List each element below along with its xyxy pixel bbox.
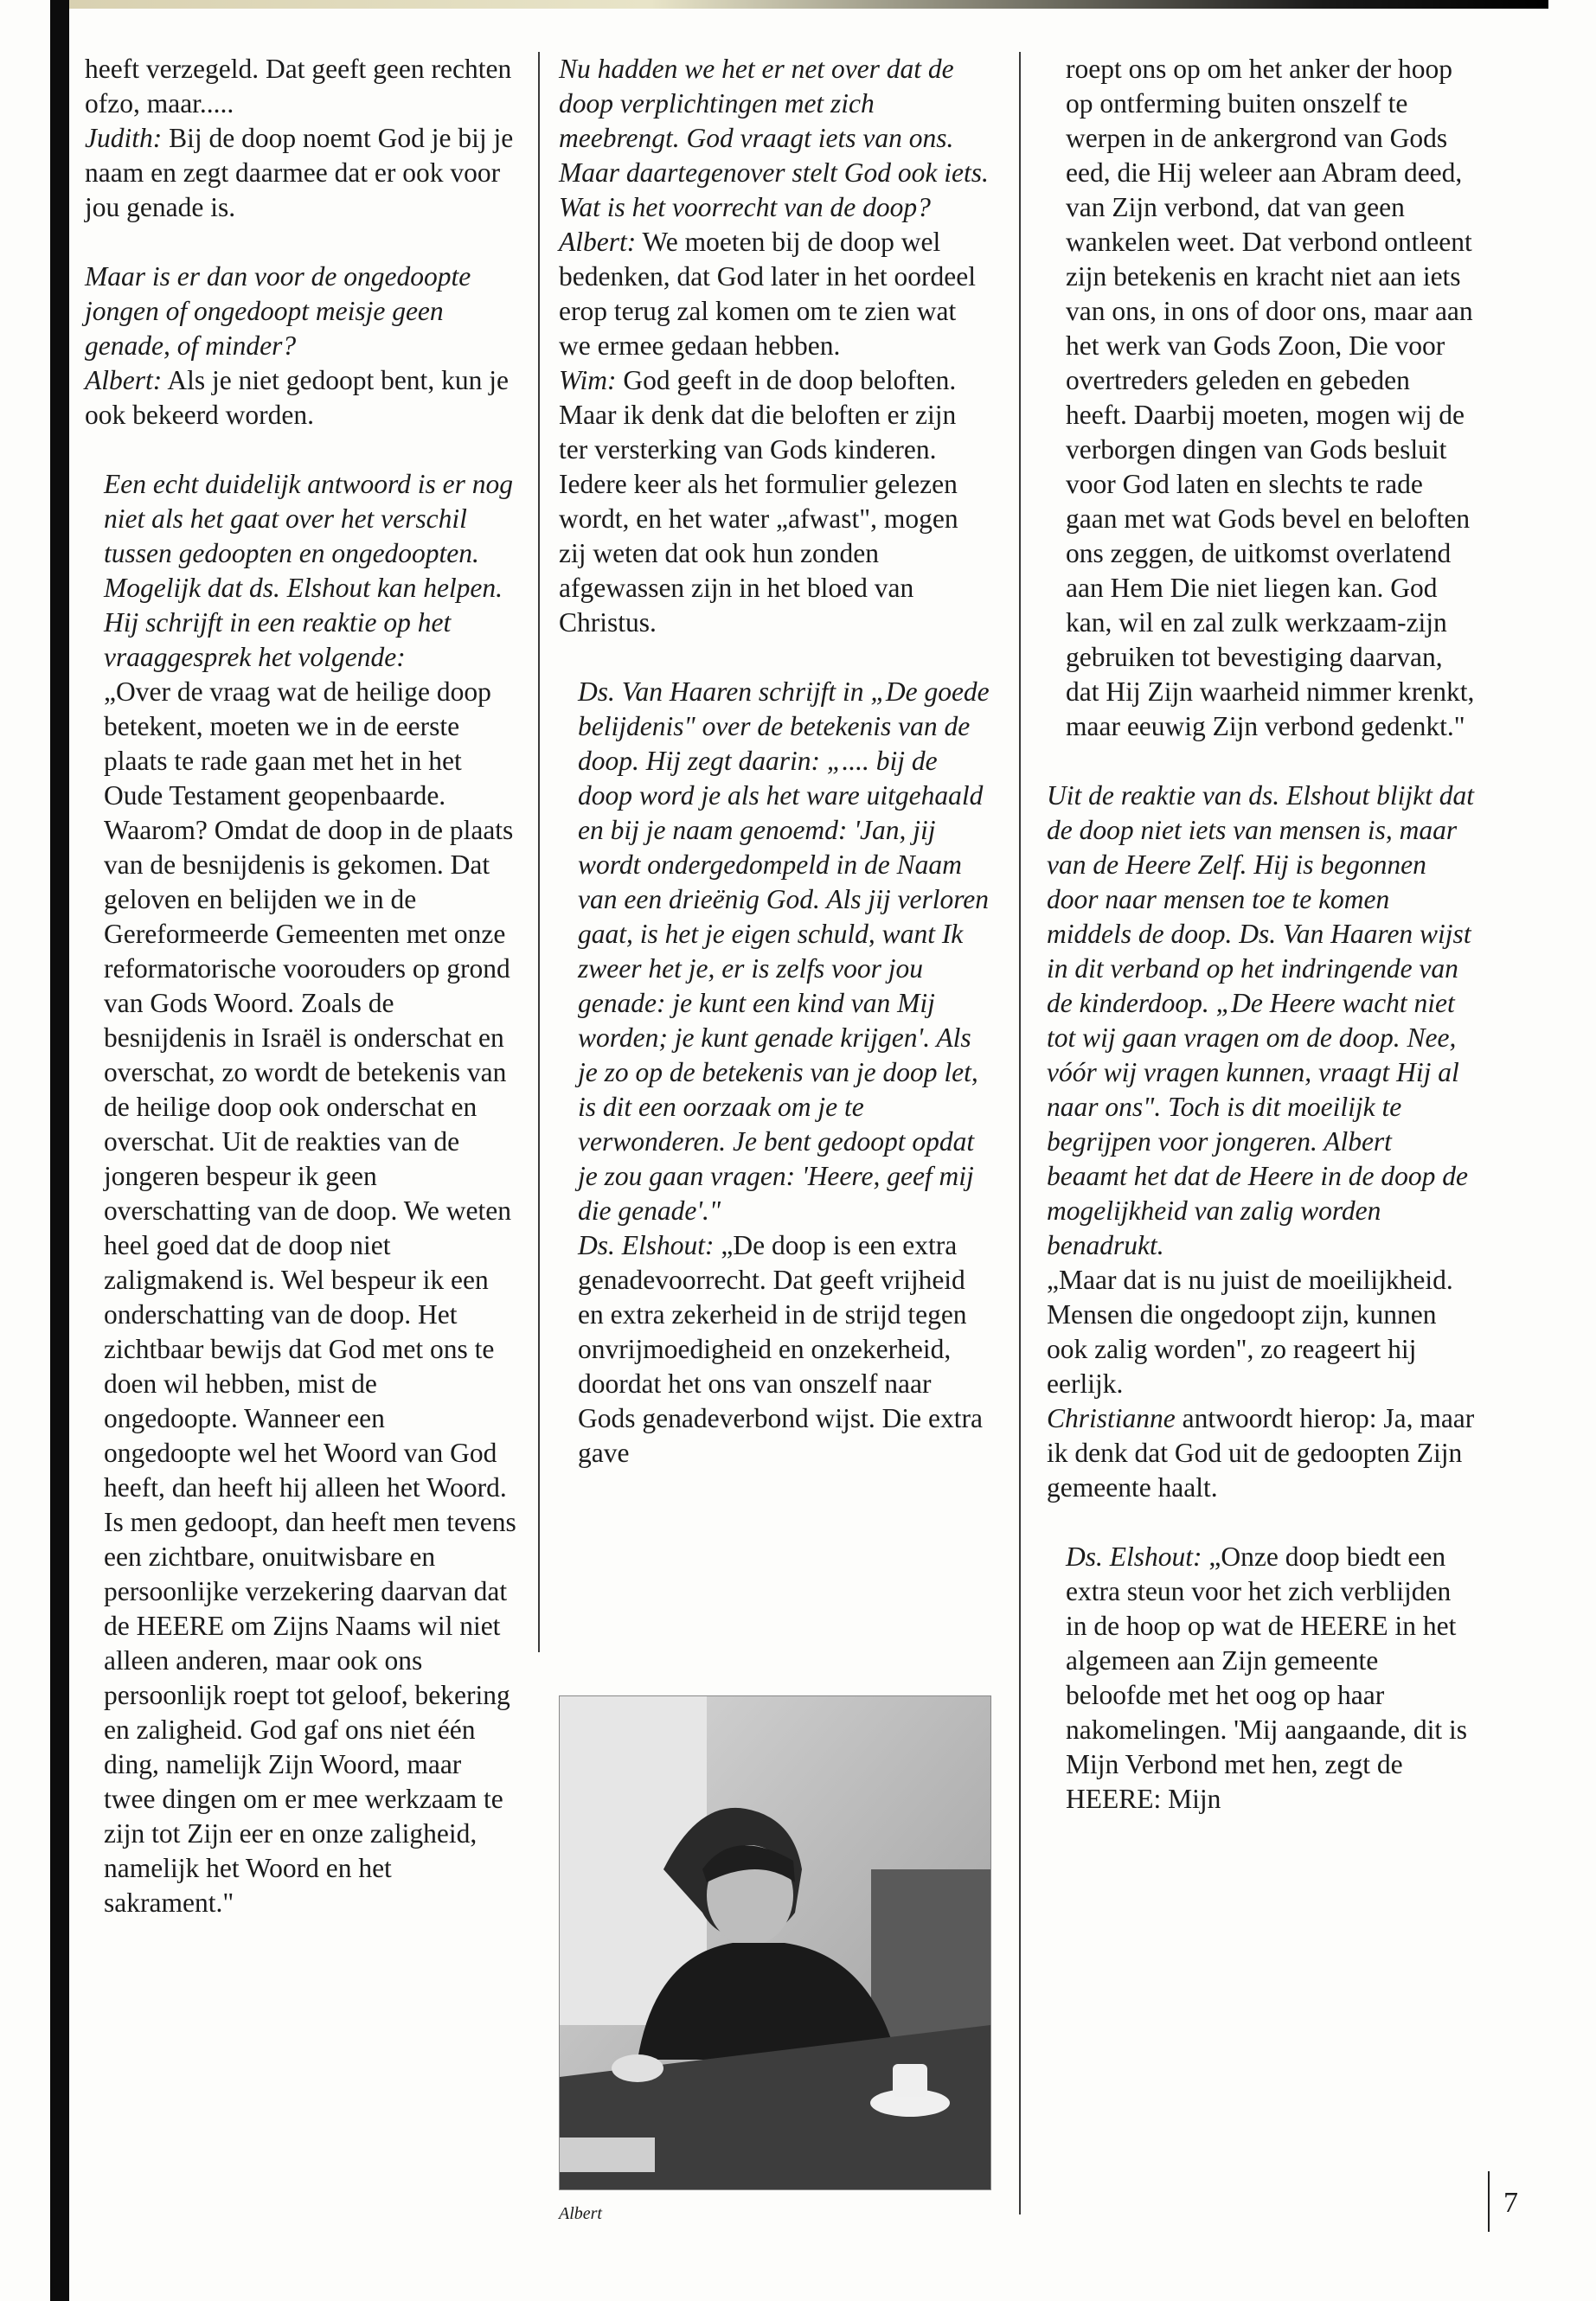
- speaker-name: Ds. Elshout:: [1066, 1541, 1202, 1572]
- paragraph-text: „Maar dat is nu juist de moeilijkheid. Mensen die ongedoopt zijn, kunnen ook zalig worden", zo reageert hij eerlijk.: [1047, 1265, 1453, 1399]
- person-photo-icon: [560, 1696, 990, 2189]
- paragraph-text: Uit de reaktie van ds. Elshout blijkt dat de doop niet iets van mensen is, maar van de Heere Zelf. Hij is begonnen door naar mensen toe te komen middels de doop. Ds. Van Haaren wijst in dit verband op het indringende van de kinderdoop. „De Heere wacht niet tot wij gaan vragen om de doop. Nee, vóór wij vragen kunnen, vraagt Hij al naar ons". Toch is dit moeilijk te begrijpen voor jongeren. Albert beaamt het dat de Heere in de doop de mogelijkheid van zalig worden benadrukt.: [1047, 780, 1475, 1260]
- paragraph: [85, 363, 517, 433]
- paragraph-text: heeft verzegeld. Dat geeft geen rechten ofzo, maar.....: [85, 54, 512, 119]
- speaker-name: Judith:: [85, 123, 163, 153]
- paragraph: [1047, 1263, 1475, 1401]
- paragraph: [559, 363, 991, 640]
- column-3: [1047, 52, 1475, 1817]
- page-number-rule: [1488, 2171, 1490, 2232]
- paragraph-text: Bij de doop noemt God je bij je naam en zegt daarmee dat er ook voor jou genade is.: [85, 123, 514, 222]
- paragraph: [85, 260, 517, 363]
- column-2: [559, 52, 991, 1471]
- page-number: 7: [1503, 2187, 1518, 2219]
- speaker-name: Wim:: [559, 365, 617, 395]
- paragraph-text: Als je niet gedoopt bent, kun je ook bekeerd worden.: [85, 365, 509, 430]
- paragraph-gap: [1047, 744, 1475, 779]
- paragraph-text: antwoordt hierop: Ja, maar ik denk dat God uit de gedoopten Zijn gemeente haalt.: [1047, 1403, 1475, 1503]
- photo-caption: Albert: [559, 2204, 602, 2223]
- paragraph-gap: [85, 433, 517, 467]
- paragraph: [559, 1228, 991, 1471]
- paragraph-text: Een echt duidelijk antwoord is er nog niet als het gaat over het verschil tussen gedoopten en ongedoopten. Mogelijk dat ds. Elshout kan helpen. Hij schrijft in een reaktie op het vraaggesprek het volgende:: [104, 469, 514, 672]
- paragraph: [85, 121, 517, 225]
- paragraph-text: Ds. Van Haaren schrijft in „De goede belijdenis" over de betekenis van de doop. Hij zegt daarin: „.... bij de doop word je als het ware uitgehaald en bij je naam genoemd: 'Jan, jij wordt ondergedompeld in de Naam van een drieënig God. Als jij verloren gaat, is het je eigen schuld, want Ik zweer het je, er is zelfs voor jou genade: je kunt een kind van Mij worden; je kunt genade krijgen'. Als je zo op de betekenis van je doop let, is dit een oorzaak om je te verwonderen. Je bent gedoopt opdat je zou gaan vragen: 'Heere, geef mij die genade'.": [578, 676, 990, 1226]
- paragraph-text: God geeft in de doop beloften. Maar ik denk dat die beloften er zijn ter versterking van Gods kinderen. Iedere keer als het formulier gelezen wordt, en het water „afwast", mogen zij weten dat ook hun zonden afgewassen zijn in het bloed van Christus.: [559, 365, 958, 638]
- paragraph: [1047, 1540, 1475, 1817]
- paragraph: [85, 675, 517, 1920]
- speaker-name: Christianne: [1047, 1403, 1176, 1433]
- paragraph-gap: [559, 640, 991, 675]
- paragraph: [1047, 1401, 1475, 1505]
- paragraph-text: „De doop is een extra genadevoorrecht. Dat geeft vrijheid en extra zekerheid in de strijd tegen onvrijmoedigheid en onzekerheid, doordat het ons van onszelf naar Gods genadeverbond wijst. Die extra gave: [578, 1230, 983, 1468]
- column-divider-2: [1019, 52, 1021, 2214]
- paragraph-gap: [1047, 1505, 1475, 1540]
- paragraph-text: „Over de vraag wat de heilige doop betekent, moeten we in de eerste plaats te rade gaan met het in het Oude Testament geopenbaarde. Waarom? Omdat de doop in de plaats van de besnijdenis is gekomen. Dat geloven en belijden we in de Gereformeerde Gemeenten met onze reformatorische voorouders op grond van Gods Woord. Zoals de besnijdenis in Israël is onderschat en overschat, zo wordt de betekenis van de heilige doop ook onderschat en overschat. Uit de reakties van de jongeren bespeur ik geen overschatting van de doop. We weten heel goed dat de doop niet zaligmakend is. Wel bespeur ik een onderschatting van de doop. Het zichtbaar bewijs dat God met ons te doen wil hebben, mist de ongedoopte. Wanneer een ongedoopte wel het Woord van God heeft, dan heeft hij alleen het Woord. Is men gedoopt, dan heeft men tevens een zichtbare, onuitwisbare en persoonlijke verzekering daarvan dat de HEERE om Zijns Naams wil niet alleen anderen, maar ook ons persoonlijk roept tot geloof, bekering en zaligheid. God gaf ons niet één ding, namelijk Zijn Woord, maar twee dingen om er mee werkzaam te zijn tot Zijn eer en onze zaligheid, namelijk het Woord en het sakrament.": [104, 676, 516, 1918]
- paragraph-text: „Onze doop biedt een extra steun voor het zich verblijden in de hoop op wat de HEERE in het algemeen aan Zijn gemeente beloofde met het oog op haar nakomelingen. 'Mij aangaande, dit is Mijn Verbond met hen, zegt de HEERE: Mijn: [1066, 1541, 1468, 1814]
- paragraph: [1047, 52, 1475, 744]
- left-edge-bar: [50, 0, 69, 2301]
- speaker-name: Albert:: [85, 365, 163, 395]
- speaker-name: Albert:: [559, 227, 637, 257]
- paragraph: [559, 52, 991, 225]
- speaker-name: Ds. Elshout:: [578, 1230, 715, 1260]
- paragraph-gap: [85, 225, 517, 260]
- paragraph: [559, 675, 991, 1228]
- paragraph-text: roept ons op om het anker der hoop op ontferming buiten onszelf te werpen in de ankergrond van Gods eed, die Hij weleer aan Abram deed, van Zijn verbond, dat van geen wankelen weet. Dat verbond ontleent zijn betekenis en kracht niet aan iets van ons, in ons of door ons, maar aan het werk van Gods Zoon, Die voor overtreders geleden en gebeden heeft. Daarbij moeten, mogen wij de verborgen dingen van Gods besluit voor God laten en slechts te rade gaan met wat Gods bevel en beloften ons zeggen, de uitkomst overlatend aan Hem Die niet liegen kan. God kan, wil en zal zulk werkzaam-zijn gebruiken tot bevestiging daarvan, dat Hij Zijn waarheid nimmer krenkt, maar eeuwig Zijn verbond gedenkt.": [1066, 54, 1475, 741]
- column-divider-1: [538, 52, 540, 1652]
- photo-albert: [559, 1695, 991, 2190]
- top-edge-bar: [52, 0, 1548, 9]
- paragraph: [85, 52, 517, 121]
- paragraph-text: Maar is er dan voor de ongedoopte jongen of ongedoopt meisje geen genade, of minder?: [85, 261, 471, 361]
- paragraph-text: Nu hadden we het er net over dat de doop verplichtingen met zich meebrengt. God vraagt iets van ons. Maar daartegenover stelt God ook iets. Wat is het voorrecht van de doop?: [559, 54, 989, 222]
- paragraph: [559, 225, 991, 363]
- paragraph: [85, 467, 517, 675]
- column-1: [85, 52, 517, 1920]
- paragraph-text: We moeten bij de doop wel bedenken, dat God later in het oordeel erop terug zal komen om te zien wat we ermee gedaan hebben.: [559, 227, 976, 361]
- paragraph: [1047, 779, 1475, 1263]
